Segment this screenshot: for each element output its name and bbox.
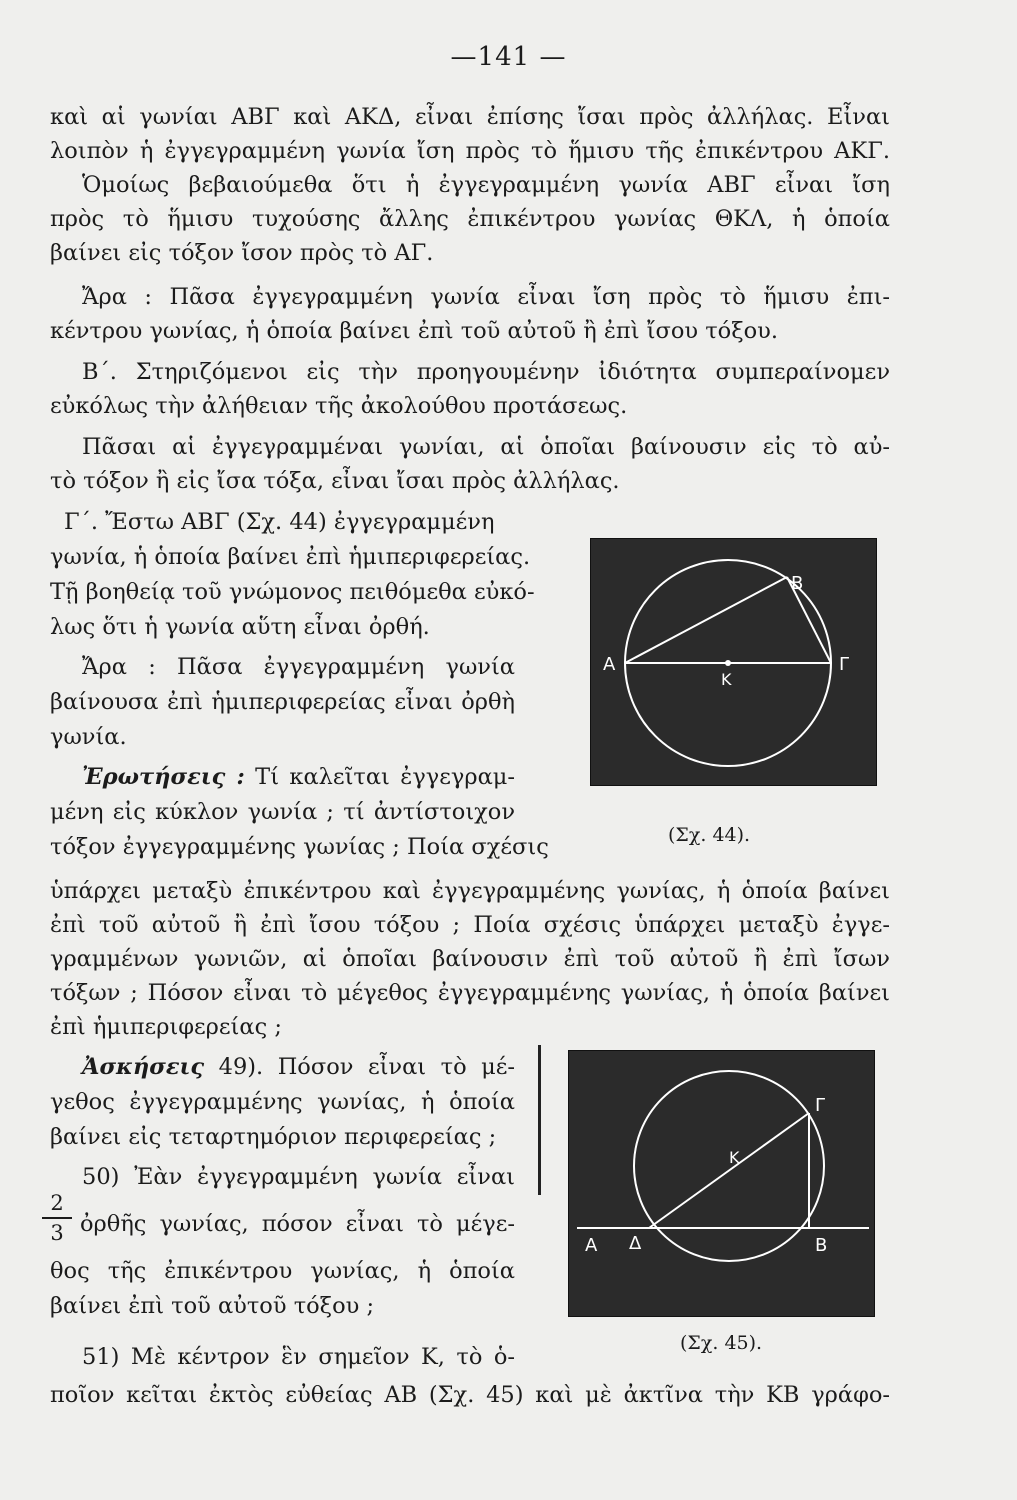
questions-label: Ἐρωτήσεις : — [82, 764, 245, 790]
text-line: 50) Ἐὰν ἐγγεγραμμένη γωνία εἶναι — [82, 1164, 515, 1190]
text-line: τόξων ; Πόσον εἶναι τὸ μέγεθος ἐγγεγραμμένης γωνίας, ἡ ὁποία βαίνει — [50, 980, 890, 1006]
exercises-label: Ἀσκήσεις — [82, 1054, 205, 1080]
figure-44 — [590, 538, 877, 786]
text-line: Τῇ βοηθείᾳ τοῦ γνώμονος πειθόμεθα εὐκό- — [50, 579, 535, 605]
text-line: μένη εἰς κύκλον γωνία ; τί ἀντίστοιχον — [50, 799, 515, 825]
fraction-denominator: 3 — [50, 1221, 64, 1245]
text-span: 49). Πόσον εἶναι τὸ μέ- — [204, 1054, 515, 1080]
text-line: γεθος ἐγγεγραμμένης γωνίας, ἡ ὁποία — [50, 1089, 515, 1115]
text-line: βαίνει ἐπὶ τοῦ αὐτοῦ τόξου ; — [50, 1293, 375, 1319]
text-line: ἐπὶ ἡμιπεριφερείας ; — [50, 1014, 282, 1040]
fraction-numerator: 2 — [50, 1191, 64, 1215]
text-line: τόξον ἐγγεγραμμένης γωνίας ; Ποία σχέσις — [50, 834, 549, 860]
text-line: λοιπὸν ἡ ἐγγεγραμμένη γωνία ἴση πρὸς τὸ ἥμισυ τῆς ἐπικέντρου ΑΚΓ. — [50, 138, 890, 164]
text-span: Τί καλεῖται ἐγγεγραμ- — [244, 764, 515, 790]
label-G: Γ — [815, 1095, 826, 1116]
text-line: 51) Μὲ κέντρον ἓν σημεῖον Κ, τὸ ὁ- — [82, 1344, 515, 1370]
text-line: καὶ αἱ γωνίαι ΑΒΓ καὶ ΑΚΔ, εἶναι ἐπίσης ἴσαι πρὸς ἀλλήλας. Εἶναι — [50, 104, 890, 130]
questions-line — [50, 760, 515, 794]
figure-45-drawing — [569, 1051, 874, 1316]
fraction-two-thirds — [42, 1190, 72, 1246]
text-line: Ἄρα : Πᾶσα ἐγγεγραμμένη γωνία εἶναι ἴση πρὸς τὸ ἥμισυ ἐπι- — [82, 284, 890, 310]
text-line: λως ὅτι ἡ γωνία αὕτη εἶναι ὀρθή. — [50, 614, 430, 640]
text-line: εὐκόλως τὴν ἀλήθειαν τῆς ἀκολούθου προτάσεως. — [50, 393, 628, 419]
text-line: ποῖον κεῖται ἐκτὸς εὐθείας ΑΒ (Σχ. 45) καὶ μὲ ἀκτῖνα τὴν ΚΒ γράφο- — [50, 1382, 890, 1408]
text-line: βαίνει εἰς τεταρτημόριον περιφερείας ; — [50, 1124, 497, 1150]
label-B: Β — [791, 573, 804, 594]
label-B: Β — [815, 1235, 828, 1256]
text-line: βαίνουσα ἐπὶ ἡμιπεριφερείας εἶναι ὀρθὴ — [50, 689, 515, 715]
text-line: Β΄. Στηριζόμενοι εἰς τὴν προηγουμένην ἰδιότητα συμπεραίνομεν — [82, 359, 890, 385]
text-line: ὑπάρχει μεταξὺ ἐπικέντρου καὶ ἐγγεγραμμένης γωνίας, ἡ ὁποία βαίνει — [50, 878, 890, 904]
exercises-line — [50, 1050, 515, 1084]
label-G: Γ — [839, 654, 850, 675]
text-line: ὀρθῆς γωνίας, πόσον εἶναι τὸ μέγε- — [80, 1211, 515, 1237]
text-line: πρὸς τὸ ἥμισυ τυχούσης ἄλλης ἐπικέντρου γωνίας ΘΚΛ, ἡ ὁποία — [50, 206, 890, 232]
text-line: τὸ τόξον ἢ εἰς ἴσα τόξα, εἶναι ἴσαι πρὸς ἀλλήλας. — [50, 468, 620, 494]
text-line: γωνία. — [50, 724, 127, 750]
text-line: θος τῆς ἐπικέντρου γωνίας, ἡ ὁποία — [50, 1258, 515, 1284]
text-line: Πᾶσαι αἱ ἐγγεγραμμέναι γωνίαι, αἱ ὁποῖαι βαίνουσιν εἰς τὸ αὐ- — [82, 434, 890, 460]
label-D: Δ — [629, 1233, 642, 1254]
figure-44-caption: (Σχ. 44). — [668, 824, 751, 846]
text-line: βαίνει εἰς τόξον ἴσον πρὸς τὸ ΑΓ. — [50, 240, 434, 266]
figure-44-drawing — [591, 539, 876, 785]
fraction-bar — [42, 1217, 72, 1219]
label-A: Α — [585, 1235, 598, 1256]
margin-rule — [538, 1045, 541, 1195]
text-line: Ἄρα : Πᾶσα ἐγγεγραμμένη γωνία — [82, 654, 515, 680]
label-A: Α — [603, 654, 616, 675]
text-line: γωνία, ἡ ὁποία βαίνει ἐπὶ ἡμιπεριφερείας. — [50, 544, 531, 570]
text-line: κέντρου γωνίας, ἡ ὁποία βαίνει ἐπὶ τοῦ αὐτοῦ ἢ ἐπὶ ἴσου τόξου. — [50, 318, 778, 344]
text-line: Ὁμοίως βεβαιούμεθα ὅτι ἡ ἐγγεγραμμένη γωνία ΑΒΓ εἶναι ἴση — [82, 172, 890, 198]
text-line: γραμμένων γωνιῶν, αἱ ὁποῖαι βαίνουσιν ἐπὶ τοῦ αὐτοῦ ἢ ἐπὶ ἴσων — [50, 946, 890, 972]
text-line: Γ΄. Ἔστω ΑΒΓ (Σχ. 44) ἐγγεγραμμένη — [64, 509, 495, 535]
page-number: —141 — — [450, 42, 567, 72]
figure-45 — [568, 1050, 875, 1317]
figure-45-caption: (Σχ. 45). — [680, 1332, 763, 1354]
text-line: ἐπὶ τοῦ αὐτοῦ ἢ ἐπὶ ἴσου τόξου ; Ποία σχέσις ὑπάρχει μεταξὺ ἐγγε- — [50, 912, 890, 938]
label-K: Κ — [729, 1148, 740, 1167]
label-K: Κ — [721, 670, 732, 689]
